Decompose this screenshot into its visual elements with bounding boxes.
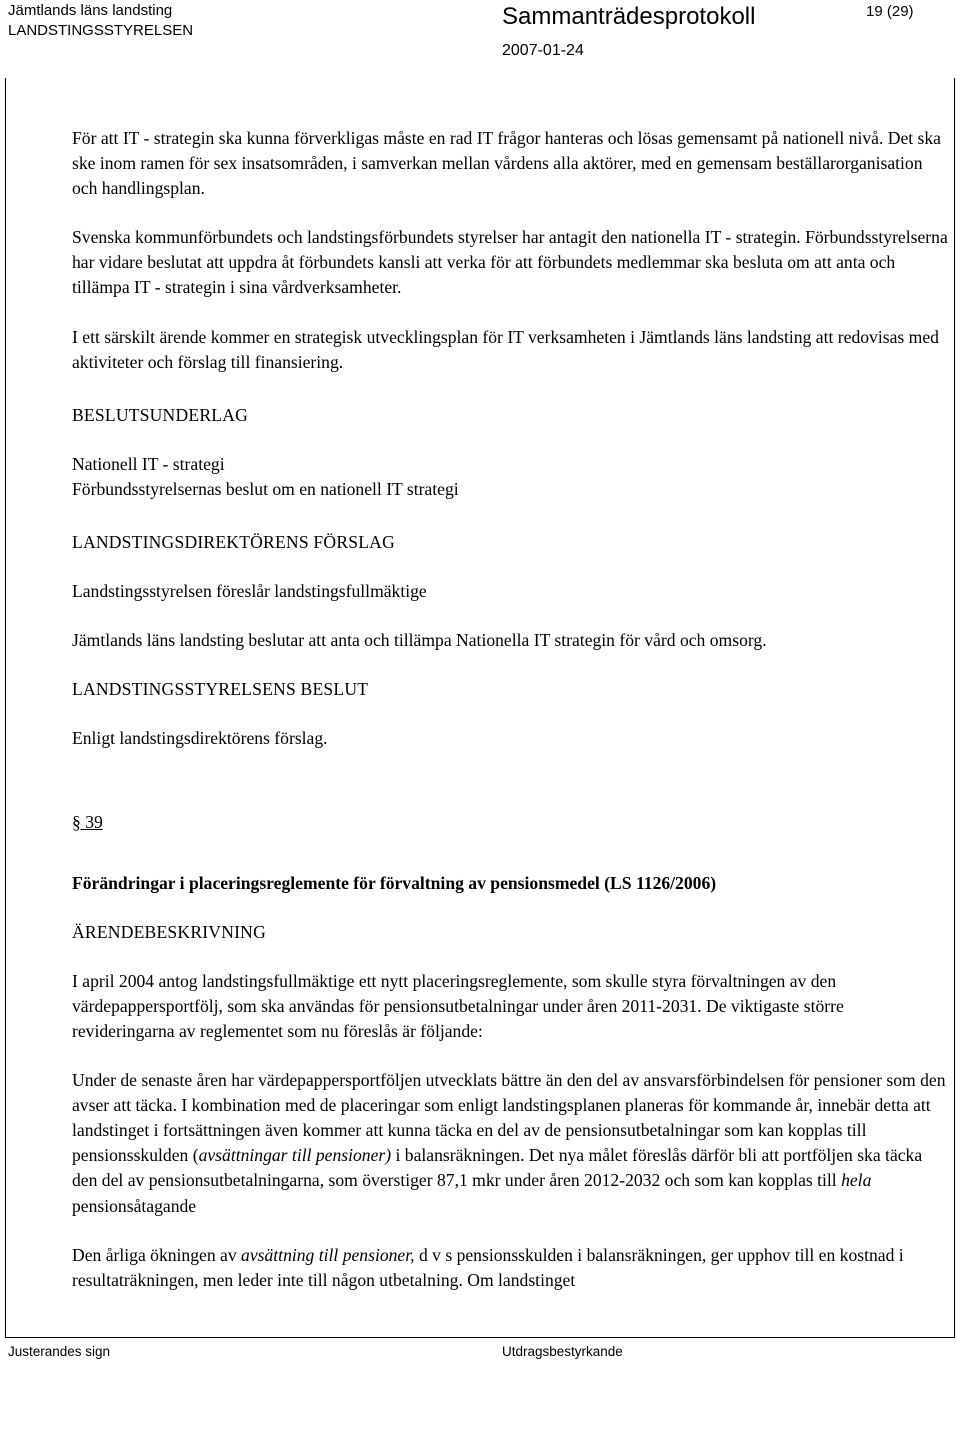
page-header [0, 0, 960, 80]
heading-direktorens-forslag: LANDSTINGSDIREKTÖRENS FÖRSLAG [72, 532, 395, 553]
right-frame-line [954, 78, 955, 1337]
paragraph-portfolio-development: Under de senaste åren har värdepappersportföljen utvecklats bättre än den del av ansvarsförbindelsen för pensioner som den avser att täcka. I kombination med de placeringar som enligt landstingsplanen planeras för kommande år, innebär detta att landstinget i fortsättningen även kommer att kunna täcka en del av de pensionsutbetalningar som kan kopplas till pensionsskulden (avsättningar till pensioner) i balansräkningen. Det nya målet föreslås därför bli att portföljen ska täcka den del av pensionsutbetalningarna, som överstiger 87,1 mkr under åren 2012-2032 och som kan kopplas till hela pensionsåtagande [72, 1070, 946, 1216]
heading-arendebeskrivning: ÄRENDEBESKRIVNING [72, 921, 266, 942]
paragraph-federation-decision: Svenska kommunförbundets och landstingsförbundets styrelser har antagit den nationella IT - strategin. Förbundsstyrelserna har vidare beslutat att uppdra åt förbundets kansli att verka för att förbundets medlemmar ska besluta om att anta och tillämpa IT - strategin i sina vårdverksamheter. [72, 227, 948, 298]
decision-text: Enligt landstingsdirektörens förslag. [72, 728, 328, 749]
organization-name: Jämtlands läns landsting [8, 2, 173, 19]
signature-field[interactable] [8, 1366, 488, 1436]
section-number: § 39 [72, 811, 103, 832]
section-title: Förändringar i placeringsreglemente för förvaltning av pensionsmedel (LS 1126/2006) [72, 872, 717, 893]
paragraph-annual-increase: Den årliga ökningen av avsättning till pensioner, d v s pensionsskulden i balansräkningen, ger upphov till en kostnad i resultaträkningen, men leder inte till någon utbetalning. Om landstinget [72, 1244, 904, 1290]
heading-beslutsunderlag: BESLUTSUNDERLAG [72, 404, 249, 425]
document-body [72, 126, 948, 1293]
footer-divider [5, 1337, 955, 1338]
heading-styrelsens-beslut: LANDSTINGSSTYRELSENS BESLUT [72, 679, 369, 700]
organization-unit: LANDSTINGSSTYRELSEN [8, 22, 194, 39]
proposal-intro: Landstingsstyrelsen föreslår landstingsfullmäktige [72, 581, 427, 602]
proposal-text: Jämtlands läns landsting beslutar att anta och tillämpa Nationella IT strategin för vård och omsorg. [72, 630, 767, 651]
signature-label: Justerandes sign [8, 1344, 111, 1359]
document-date: 2007-01-24 [502, 42, 584, 59]
left-frame-line [5, 78, 6, 1337]
certification-label: Utdragsbestyrkande [502, 1344, 623, 1359]
basis-item: Nationell IT - strategi [72, 453, 225, 474]
document-title: Sammanträdesprotokoll [502, 3, 756, 30]
paragraph-it-strategy-intro: För att IT - strategin ska kunna förverkligas måste en rad IT frågor hanteras och lösas gemensamt på nationell nivå. Det ska ske inom ramen för sex insatsområden, i samverkan mellan vårdens alla aktörer, med en gemensam beställarorganisation och handlingsplan. [72, 128, 941, 199]
paragraph-placement-rules: I april 2004 antog landstingsfullmäktige ett nytt placeringsreglemente, som skulle styra förvaltningen av den värdepappersportfölj, som ska användas för pensionsutbetalningar under åren 2011-2031. De viktigaste större revideringarna av reglementet som nu föreslås är följande: [72, 970, 844, 1041]
basis-item: Förbundsstyrelsernas beslut om en nationell IT strategi [72, 478, 459, 499]
page-number: 19 (29) [866, 3, 914, 20]
certification-field[interactable] [502, 1366, 942, 1436]
paragraph-development-plan: I ett särskilt ärende kommer en strategisk utvecklingsplan för IT verksamheten i Jämtlands läns landsting att redovisas med aktiviteter och förslag till finansiering. [72, 326, 939, 372]
